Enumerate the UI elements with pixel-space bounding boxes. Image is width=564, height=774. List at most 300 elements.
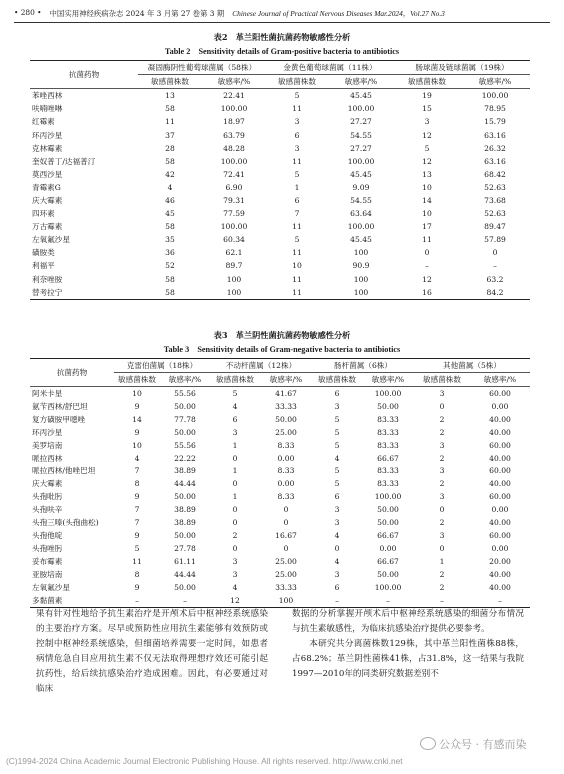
- value-cell: 58: [138, 286, 202, 300]
- drug-name-cell: 头孢呋辛: [32, 505, 63, 515]
- value-cell: 3: [334, 401, 340, 411]
- value-cell: 4: [232, 582, 238, 592]
- value-cell: 8: [134, 569, 140, 579]
- value-cell: 12: [422, 130, 432, 140]
- value-cell: 12: [210, 594, 260, 607]
- value-cell: 50.00: [174, 492, 196, 502]
- drug-name-cell: 四环素: [32, 209, 55, 219]
- value-cell: 5: [294, 235, 300, 245]
- table-row: [30, 142, 530, 155]
- table-row: [30, 452, 530, 465]
- value-cell: 0: [439, 544, 445, 554]
- value-cell: 27.27: [350, 117, 372, 127]
- value-cell: 58: [165, 222, 175, 232]
- value-cell: 45.45: [350, 169, 372, 179]
- value-cell: 50.00: [174, 401, 196, 411]
- value-cell: 11: [292, 104, 302, 114]
- journal-title-cn: 中国实用神经疾病杂志 2024 年 3 月第 27 卷第 3 期: [49, 9, 225, 18]
- drug-name-cell: 庆大霉素: [32, 195, 63, 205]
- value-cell: 100.00: [220, 104, 248, 114]
- drug-name-cell: 头孢他啶: [32, 531, 63, 541]
- table-row: [30, 220, 530, 233]
- value-cell: 0: [439, 505, 445, 515]
- value-cell: 3: [424, 117, 430, 127]
- drug-name-cell: 亚胺培南: [32, 569, 63, 579]
- table-row: [30, 168, 530, 181]
- table-row: [30, 503, 530, 516]
- table3-group-header: 肠杆菌属（6株）: [312, 359, 414, 373]
- copyright-footer: (C)1994-2024 China Academic Journal Electronic Publishing House. All rights reserved. http://www.cnki.net: [6, 756, 403, 766]
- value-cell: 100: [328, 286, 394, 300]
- value-cell: 0.00: [491, 505, 509, 515]
- value-cell: 2: [439, 569, 445, 579]
- value-cell: 38.89: [174, 466, 196, 476]
- value-cell: 7: [134, 505, 140, 515]
- value-cell: 1: [294, 182, 300, 192]
- value-cell: 20.00: [489, 557, 511, 567]
- value-cell: 89.7: [225, 261, 243, 271]
- value-cell: 3: [294, 117, 300, 127]
- table2-subheader: 敏感菌株数: [266, 75, 328, 89]
- value-cell: 4: [334, 531, 340, 541]
- value-cell: 54.55: [350, 130, 372, 140]
- value-cell: 83.33: [377, 479, 399, 489]
- table2-subheader: 敏感菌株数: [138, 75, 202, 89]
- table-row: [30, 207, 530, 220]
- value-cell: 3: [232, 427, 238, 437]
- value-cell: –: [114, 594, 160, 607]
- value-cell: 55.56: [160, 386, 210, 399]
- table3-group-header: 其他菌属（5株）: [414, 359, 530, 373]
- value-cell: 33.33: [275, 401, 297, 411]
- value-cell: 73.68: [484, 195, 506, 205]
- table-row: [30, 246, 530, 259]
- table3-subheader: 敏感率/%: [362, 372, 414, 386]
- table-row: [30, 181, 530, 194]
- drug-name-cell: 利奈唑胺: [32, 274, 63, 284]
- value-cell: 26.32: [484, 143, 506, 153]
- value-cell: 1: [439, 557, 445, 567]
- value-cell: 2: [232, 531, 238, 541]
- value-cell: 79.31: [223, 195, 245, 205]
- value-cell: 36: [165, 248, 175, 258]
- value-cell: 60.00: [489, 466, 511, 476]
- value-cell: 5: [334, 414, 340, 424]
- table-row: [30, 259, 530, 272]
- value-cell: 100.00: [220, 156, 248, 166]
- body-column-left: [36, 607, 268, 697]
- value-cell: 52.63: [484, 209, 506, 219]
- value-cell: 0: [283, 544, 289, 554]
- value-cell: 83.33: [377, 414, 399, 424]
- value-cell: 2: [439, 518, 445, 528]
- value-cell: 0: [334, 544, 340, 554]
- value-cell: 3: [294, 143, 300, 153]
- watermark-text: 公众号 · 有感而染: [439, 738, 527, 751]
- value-cell: 9: [134, 531, 140, 541]
- value-cell: 60.00: [470, 386, 530, 399]
- table3-subheader: 敏感率/%: [260, 372, 312, 386]
- value-cell: 5: [134, 544, 140, 554]
- value-cell: 50.00: [377, 518, 399, 528]
- table2: [30, 60, 530, 300]
- value-cell: 18.97: [223, 117, 245, 127]
- drug-name-cell: 多黏菌素: [30, 594, 114, 607]
- value-cell: 33.33: [275, 582, 297, 592]
- value-cell: 11: [266, 286, 328, 300]
- drug-name-cell: 阿米卡星: [30, 386, 114, 399]
- body-paragraph: 本研究共分离菌株数129株，其中革兰阳性菌株88株，占68.2%；革兰阴性菌株41株，占31.8%，这一结果与我院1997—2010年的同类研究数据差别不: [292, 639, 524, 679]
- value-cell: 45.45: [350, 235, 372, 245]
- value-cell: 84.2: [460, 286, 530, 300]
- value-cell: 5: [334, 440, 340, 450]
- value-cell: 41.67: [260, 386, 312, 399]
- table-row: [30, 516, 530, 529]
- value-cell: 11: [422, 235, 432, 245]
- value-cell: 0.00: [277, 479, 295, 489]
- value-cell: 83.33: [377, 440, 399, 450]
- drug-name-cell: 美罗培南: [32, 440, 63, 450]
- value-cell: 25.00: [275, 569, 297, 579]
- value-cell: 60.00: [489, 492, 511, 502]
- value-cell: 22.22: [174, 453, 196, 463]
- table3-subheader: 敏感率/%: [470, 372, 530, 386]
- value-cell: 5: [334, 466, 340, 476]
- table2-group-header: 金黄色葡萄球菌属（11株）: [266, 61, 394, 75]
- value-cell: 62.1: [225, 248, 243, 258]
- value-cell: 68.42: [484, 169, 506, 179]
- value-cell: 63.16: [484, 130, 506, 140]
- drug-name-cell: 头孢三嗪(头孢曲松): [32, 518, 99, 528]
- drug-name-cell: 呋喃唑啉: [32, 104, 63, 114]
- value-cell: 2: [439, 453, 445, 463]
- drug-name-cell: 奎奴普丁/达福普汀: [32, 156, 96, 166]
- value-cell: 10: [132, 440, 142, 450]
- value-cell: 57.89: [484, 235, 506, 245]
- value-cell: 55.56: [174, 440, 196, 450]
- value-cell: 50.00: [174, 531, 196, 541]
- value-cell: 12: [422, 156, 432, 166]
- table2-caption-en: Table 2 Sensitivity details of Gram-positive bacteria to antibiotics: [164, 47, 400, 56]
- value-cell: 19: [394, 89, 460, 103]
- table-row: [30, 102, 530, 115]
- value-cell: 8.33: [277, 440, 295, 450]
- value-cell: 58: [165, 104, 175, 114]
- value-cell: 50.00: [377, 401, 399, 411]
- table-row: [30, 529, 530, 542]
- value-cell: 27.78: [174, 544, 196, 554]
- value-cell: 10: [292, 261, 302, 271]
- value-cell: 4: [167, 182, 173, 192]
- drug-name-cell: 替考拉宁: [30, 286, 138, 300]
- value-cell: 6: [334, 582, 340, 592]
- value-cell: 3: [439, 492, 445, 502]
- value-cell: 15: [422, 104, 432, 114]
- drug-name-cell: 庆大霉素: [32, 479, 63, 489]
- value-cell: 12: [422, 274, 432, 284]
- value-cell: 46: [165, 195, 175, 205]
- drug-name-cell: 头孢唑肟: [32, 544, 63, 554]
- table-row: [30, 273, 530, 286]
- table2-subheader: 敏感率/%: [460, 75, 530, 89]
- value-cell: 10: [422, 182, 432, 192]
- value-cell: 11: [165, 117, 175, 127]
- value-cell: 100.00: [347, 156, 375, 166]
- value-cell: 50.00: [174, 582, 196, 592]
- value-cell: 5: [334, 427, 340, 437]
- drug-name-cell: 磺胺类: [32, 248, 55, 258]
- value-cell: 100: [260, 594, 312, 607]
- value-cell: 13: [138, 89, 202, 103]
- table3: [30, 358, 530, 608]
- table-row: [30, 194, 530, 207]
- value-cell: 100.00: [374, 492, 402, 502]
- drug-name-cell: 莫西沙星: [32, 169, 63, 179]
- value-cell: 83.33: [377, 427, 399, 437]
- value-cell: –: [312, 594, 362, 607]
- drug-name-cell: 克林霉素: [32, 143, 63, 153]
- value-cell: 3: [232, 569, 238, 579]
- value-cell: 3: [334, 518, 340, 528]
- table2-subheader: 敏感率/%: [202, 75, 266, 89]
- value-cell: –: [425, 261, 429, 271]
- value-cell: 3: [232, 557, 238, 567]
- value-cell: 6: [312, 386, 362, 399]
- value-cell: 40.00: [489, 569, 511, 579]
- value-cell: 77.59: [223, 209, 245, 219]
- value-cell: 11: [292, 274, 302, 284]
- value-cell: 100.00: [460, 89, 530, 103]
- value-cell: 11: [292, 156, 302, 166]
- value-cell: 3: [439, 440, 445, 450]
- table-row: [30, 413, 530, 426]
- value-cell: 50.00: [174, 427, 196, 437]
- body-paragraph: 果有针对性地给予抗生素治疗是开颅术后中枢神经系统感染的主要治疗方案。尽早或预防性应用抗生素能够有效预防或控制中枢神经系统感染，但细菌培养需要一定时间，如患者病情危急自目应用抗生素不仅无法取得理想疗效还可能引起抗药性，给后续抗感染治疗造成困难。因此，有必要通过对临床: [36, 609, 268, 694]
- value-cell: 0: [232, 479, 238, 489]
- value-cell: 35: [165, 235, 175, 245]
- value-cell: 52: [165, 261, 175, 271]
- value-cell: 44.44: [174, 569, 196, 579]
- value-cell: 40.00: [489, 453, 511, 463]
- value-cell: 9: [134, 427, 140, 437]
- table-row: [30, 286, 530, 300]
- value-cell: 100.00: [220, 222, 248, 232]
- table3-caption-en: Table 3 Sensitivity details of Gram-negative bacteria to antibiotics: [163, 345, 401, 354]
- table3-subheader: 敏感菌株数: [312, 372, 362, 386]
- drug-name-cell: 头孢吡肟: [32, 492, 63, 502]
- value-cell: 61.11: [174, 557, 196, 567]
- value-cell: 1: [232, 466, 238, 476]
- value-cell: 14: [422, 195, 432, 205]
- value-cell: 11: [132, 557, 142, 567]
- value-cell: 50.00: [377, 505, 399, 515]
- value-cell: 0: [283, 518, 289, 528]
- table2-group-header: 肠球菌及链球菌属（19株）: [394, 61, 530, 75]
- value-cell: 4: [232, 401, 238, 411]
- table-row: [30, 542, 530, 555]
- table-row: [30, 581, 530, 594]
- value-cell: 10: [422, 209, 432, 219]
- table-row: [30, 128, 530, 141]
- value-cell: 100.00: [347, 104, 375, 114]
- table3-subheader: 敏感率/%: [160, 372, 210, 386]
- table-row: [30, 465, 530, 478]
- value-cell: 38.89: [174, 518, 196, 528]
- table2-drug-header: 抗菌药物: [30, 61, 138, 89]
- value-cell: 63.2: [486, 274, 504, 284]
- table3-group-header: 克雷伯菌属（18株）: [114, 359, 210, 373]
- value-cell: 42: [165, 169, 175, 179]
- table-row: [30, 89, 530, 103]
- value-cell: 7: [134, 466, 140, 476]
- drug-name-cell: 妥布霉素: [32, 557, 63, 567]
- value-cell: 5: [210, 386, 260, 399]
- drug-name-cell: 苯唑西林: [30, 89, 138, 103]
- value-cell: 17: [422, 222, 432, 232]
- running-header: [14, 8, 550, 19]
- value-cell: 0: [439, 401, 445, 411]
- value-cell: 11: [292, 248, 302, 258]
- value-cell: 5: [294, 169, 300, 179]
- value-cell: 5: [424, 143, 430, 153]
- value-cell: 27.27: [350, 143, 372, 153]
- value-cell: 40.00: [489, 582, 511, 592]
- value-cell: 45: [165, 209, 175, 219]
- value-cell: 90.9: [352, 261, 370, 271]
- value-cell: 5: [334, 479, 340, 489]
- value-cell: 54.55: [350, 195, 372, 205]
- table3-subheader: 敏感菌株数: [414, 372, 470, 386]
- value-cell: 37: [165, 130, 175, 140]
- value-cell: 13: [422, 169, 432, 179]
- drug-name-cell: 红霉素: [32, 117, 55, 127]
- value-cell: –: [414, 594, 470, 607]
- value-cell: 58: [165, 156, 175, 166]
- value-cell: –: [470, 594, 530, 607]
- value-cell: 3: [414, 386, 470, 399]
- value-cell: 25.00: [275, 557, 297, 567]
- value-cell: 8: [134, 479, 140, 489]
- value-cell: 0: [232, 453, 238, 463]
- value-cell: 3: [334, 505, 340, 515]
- value-cell: 0: [424, 248, 430, 258]
- value-cell: 40.00: [489, 518, 511, 528]
- value-cell: –: [362, 594, 414, 607]
- table-row: [30, 594, 530, 607]
- table-row: [30, 490, 530, 503]
- value-cell: 4: [134, 453, 140, 463]
- value-cell: 100.00: [362, 386, 414, 399]
- header-rule: [14, 22, 550, 23]
- value-cell: 6: [334, 492, 340, 502]
- value-cell: 11: [292, 222, 302, 232]
- value-cell: 16.67: [275, 531, 297, 541]
- drug-name-cell: 左氧氟沙星: [32, 235, 70, 245]
- value-cell: 2: [439, 479, 445, 489]
- value-cell: 100.00: [347, 222, 375, 232]
- drug-name-cell: 氨苄西林/舒巴坦: [32, 401, 88, 411]
- watermark: [420, 736, 527, 752]
- value-cell: 60.00: [489, 531, 511, 541]
- value-cell: 83.33: [377, 466, 399, 476]
- value-cell: 10: [114, 386, 160, 399]
- table-row: [30, 155, 530, 168]
- table2-caption-cn: 表2 革兰阳性菌抗菌药物敏感性分析: [213, 32, 351, 42]
- value-cell: 0: [232, 518, 238, 528]
- value-cell: 100: [353, 274, 369, 284]
- table-row: [30, 555, 530, 568]
- value-cell: 48.28: [223, 143, 245, 153]
- value-cell: 5: [266, 89, 328, 103]
- drug-name-cell: 复方磺胺甲噁唑: [32, 414, 86, 424]
- value-cell: 38.89: [174, 505, 196, 515]
- value-cell: 66.67: [377, 531, 399, 541]
- value-cell: –: [493, 261, 497, 271]
- value-cell: 2: [439, 414, 445, 424]
- value-cell: 50.00: [377, 569, 399, 579]
- value-cell: 72.41: [223, 169, 245, 179]
- value-cell: 6.90: [225, 182, 243, 192]
- value-cell: 100: [202, 286, 266, 300]
- table-row: [30, 115, 530, 128]
- value-cell: 44.44: [174, 479, 196, 489]
- value-cell: 4: [334, 557, 340, 567]
- table3-subheader: 敏感菌株数: [210, 372, 260, 386]
- table3-subheader: 敏感菌株数: [114, 372, 160, 386]
- value-cell: 40.00: [489, 414, 511, 424]
- value-cell: 2: [439, 427, 445, 437]
- value-cell: 3: [334, 569, 340, 579]
- value-cell: 89.47: [484, 222, 506, 232]
- table3-caption-cn: 表3 革兰阴性菌抗菌药物敏感性分析: [213, 330, 351, 340]
- value-cell: 2: [439, 582, 445, 592]
- value-cell: 100: [226, 274, 242, 284]
- drug-name-cell: 青霉素G: [32, 182, 61, 192]
- value-cell: 9: [134, 492, 140, 502]
- value-cell: 77.78: [174, 414, 196, 424]
- value-cell: 100: [353, 248, 369, 258]
- value-cell: 8.33: [277, 466, 295, 476]
- value-cell: 7: [134, 518, 140, 528]
- table2-subheader: 敏感率/%: [328, 75, 394, 89]
- drug-name-cell: 哌拉西林/他唑巴坦: [32, 466, 96, 476]
- value-cell: 1: [232, 492, 238, 502]
- table-row: [30, 426, 530, 439]
- value-cell: 60.34: [223, 235, 245, 245]
- value-cell: 6: [232, 414, 238, 424]
- table-row: [30, 439, 530, 452]
- value-cell: 9: [134, 582, 140, 592]
- drug-name-cell: 哌拉西林: [32, 453, 63, 463]
- value-cell: 0: [492, 248, 498, 258]
- value-cell: 40.00: [489, 479, 511, 489]
- value-cell: 63.79: [223, 130, 245, 140]
- value-cell: 58: [165, 274, 175, 284]
- body-column-right: [292, 607, 524, 682]
- value-cell: 9.09: [352, 182, 370, 192]
- value-cell: 40.00: [489, 427, 511, 437]
- value-cell: 7: [294, 209, 300, 219]
- value-cell: 0: [283, 505, 289, 515]
- value-cell: 52.63: [484, 182, 506, 192]
- value-cell: 8.33: [277, 492, 295, 502]
- value-cell: 22.41: [202, 89, 266, 103]
- table2-group-header: 凝固酶阴性葡萄球菌属（58株）: [138, 61, 266, 75]
- value-cell: 4: [334, 453, 340, 463]
- value-cell: 0.00: [277, 453, 295, 463]
- value-cell: 0: [232, 544, 238, 554]
- table-row: [30, 477, 530, 490]
